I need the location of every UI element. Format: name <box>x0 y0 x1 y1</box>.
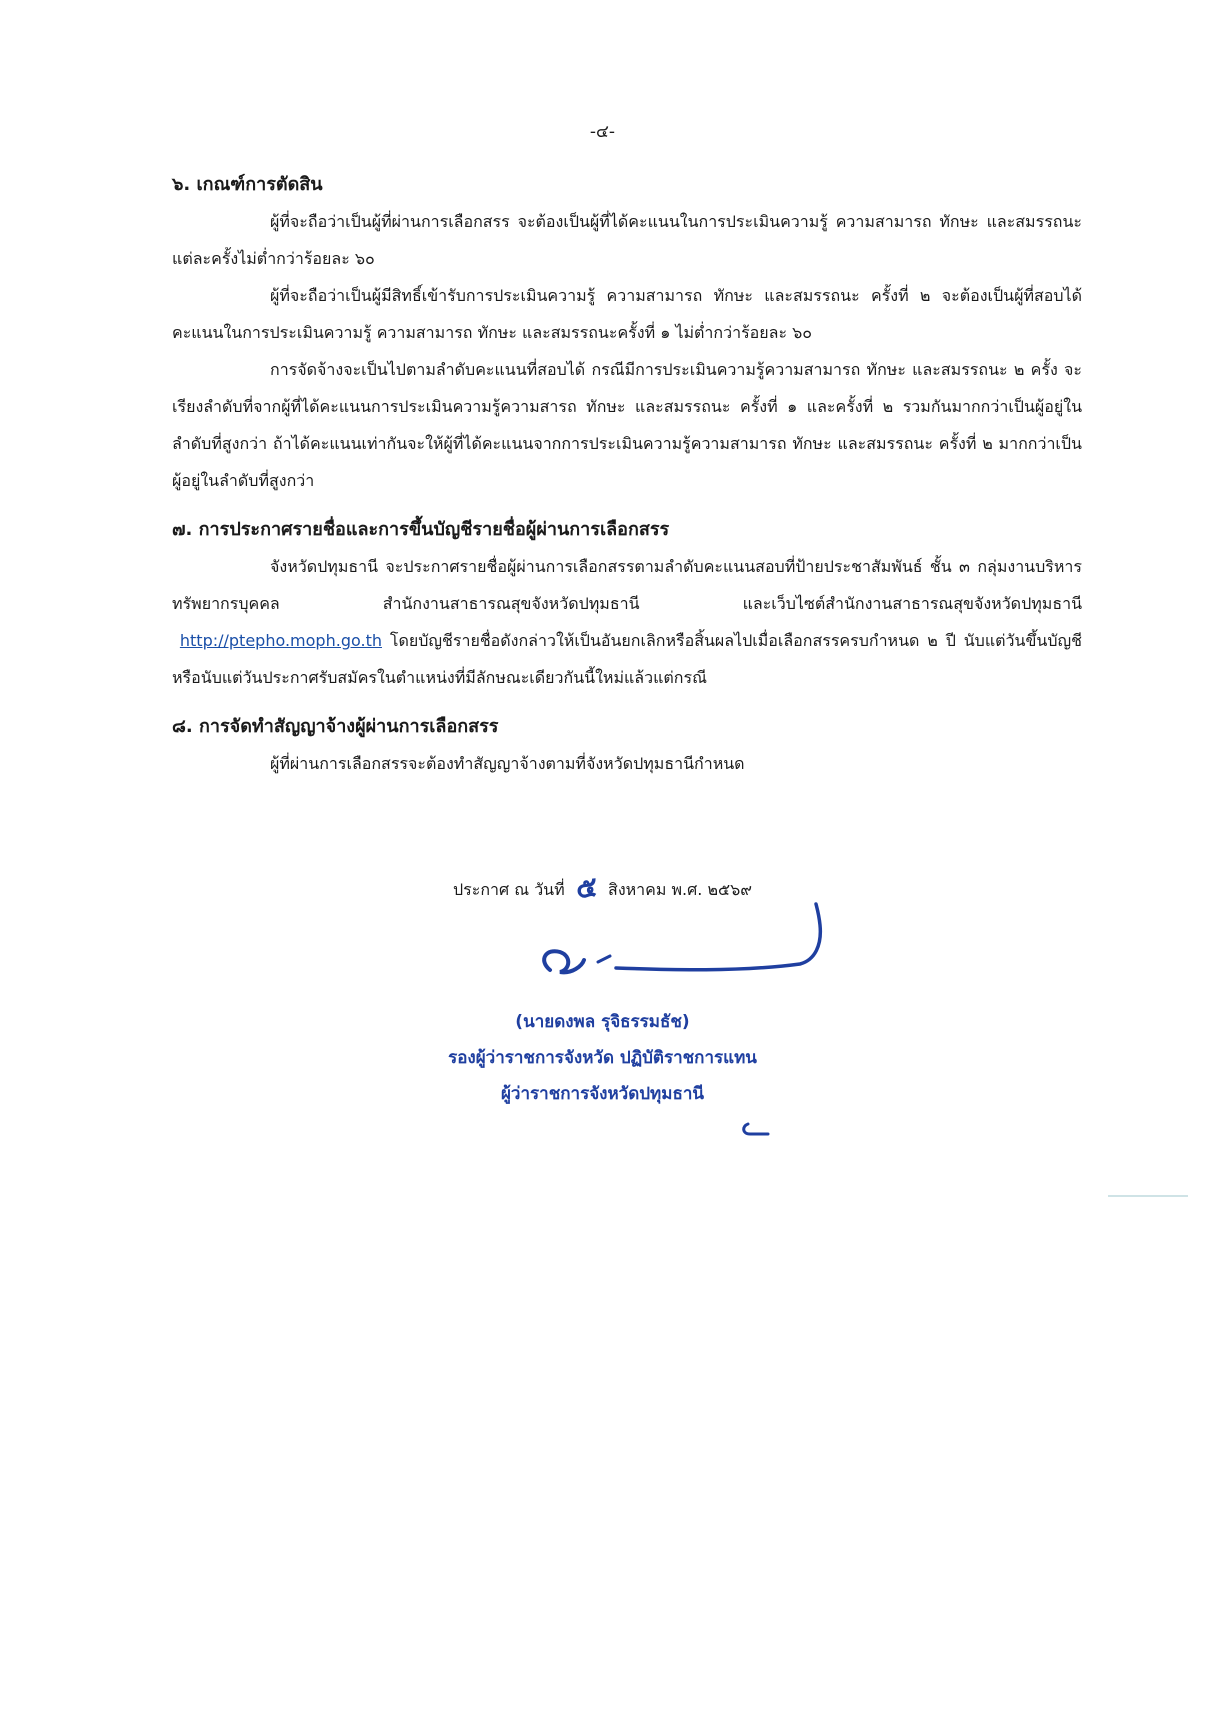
page-number: -๔- <box>589 122 616 142</box>
section-8-heading: ๘. การจัดทำสัญญาจ้างผู้ผ่านการเลือกสรร <box>172 716 499 737</box>
document-body <box>172 166 1082 782</box>
scan-edge-mark <box>1108 1194 1188 1198</box>
initial-mark <box>738 1120 772 1138</box>
section-7-text-before-link: จังหวัดปทุมธานี จะประกาศรายชื่อผู้ผ่านการเลือกสรรตามลำดับคะแนนสอบที่ป้ายประชาสัมพันธ์ ชั้น ๓ กลุ่มงานบริหารทรัพยากรบุคคล สำนักงานสาธารณสุขจังหวัดปทุมธานี และเว็บไซต์สำนักงานสาธารณสุขจังหวัดปทุมธานี <box>172 557 1082 613</box>
section-7-text-after-link: โดยบัญชีรายชื่อดังกล่าวให้เป็นอันยกเลิกหรือสิ้นผลไปเมื่อเลือกสรรครบกำหนด ๒ ปี นับแต่วันขึ้นบัญชี หรือนับแต่วันประกาศรับสมัครในตำแหน่งที่มีลักษณะเดียวกันนี้ใหม่แล้วแต่กรณี <box>172 631 1082 687</box>
section-6-paragraph-3: การจัดจ้างจะเป็นไปตามลำดับคะแนนที่สอบได้ กรณีมีการประเมินความรู้ความสามารถ ทักษะ และสมรรถนะ ๒ ครั้ง จะเรียงลำดับที่จากผู้ที่ได้คะแนนการประเมินความรู้ความสารถ ทักษะ และสมรรถนะ ครั้งที่ ๑ และครั้งที่ ๒ รวมกันมากกว่าเป็นผู้อยู่ในลำดับที่สูงกว่า ถ้าได้คะแนนเท่ากันจะให้ผู้ที่ได้คะแนนจากการประเมินความรู้ความสามารถ ทักษะ และสมรรถนะ ครั้งที่ ๒ มากกว่าเป็นผู้อยู่ในลำดับที่สูงกว่า <box>172 360 1083 490</box>
handwritten-day: ๕ <box>574 869 599 906</box>
section-6-paragraph-2: ผู้ที่จะถือว่าเป็นผู้มีสิทธิ์เข้ารับการประเมินความรู้ ความสามารถ ทักษะ และสมรรถนะ ครั้งที่ ๒ จะต้องเป็นผู้ที่สอบได้คะแนนในการประเมินความรู้ ความสามารถ ทักษะ และสมรรถนะครั้งที่ ๑ ไม่ต่ำกว่าร้อยละ ๖๐ <box>172 286 1082 342</box>
signer-position-line-1: รองผู้ว่าราชการจังหวัด ปฏิบัติราชการแทน <box>448 1048 757 1068</box>
section-7-heading: ๗. การประกาศรายชื่อและการขึ้นบัญชีรายชื่อผู้ผ่านการเลือกสรร <box>172 519 670 540</box>
website-link[interactable]: http://ptepho.moph.go.th <box>179 631 382 650</box>
section-7-paragraph-1 <box>172 548 1082 696</box>
signer-name: (นายดงพล รุจิธรรมธัช) <box>515 1012 690 1032</box>
signer-block <box>0 1004 1205 1112</box>
announcement-suffix: สิงหาคม พ.ศ. ๒๕๖๙ <box>608 880 752 899</box>
announcement-prefix: ประกาศ ณ วันที่ <box>453 880 565 899</box>
section-6-heading: ๖. เกณฑ์การตัดสิน <box>172 174 323 195</box>
signer-position-line-2: ผู้ว่าราชการจังหวัดปทุมธานี <box>500 1084 705 1104</box>
handwritten-signature <box>510 890 840 990</box>
section-6-paragraph-1: ผู้ที่จะถือว่าเป็นผู้ที่ผ่านการเลือกสรร จะต้องเป็นผู้ที่ได้คะแนนในการประเมินความรู้ ความสามารถ ทักษะ และสมรรถนะแต่ละครั้งไม่ต่ำกว่าร้อยละ ๖๐ <box>172 212 1082 268</box>
section-8-paragraph-1: ผู้ที่ผ่านการเลือกสรรจะต้องทำสัญญาจ้างตามที่จังหวัดปทุมธานีกำหนด <box>270 754 745 773</box>
